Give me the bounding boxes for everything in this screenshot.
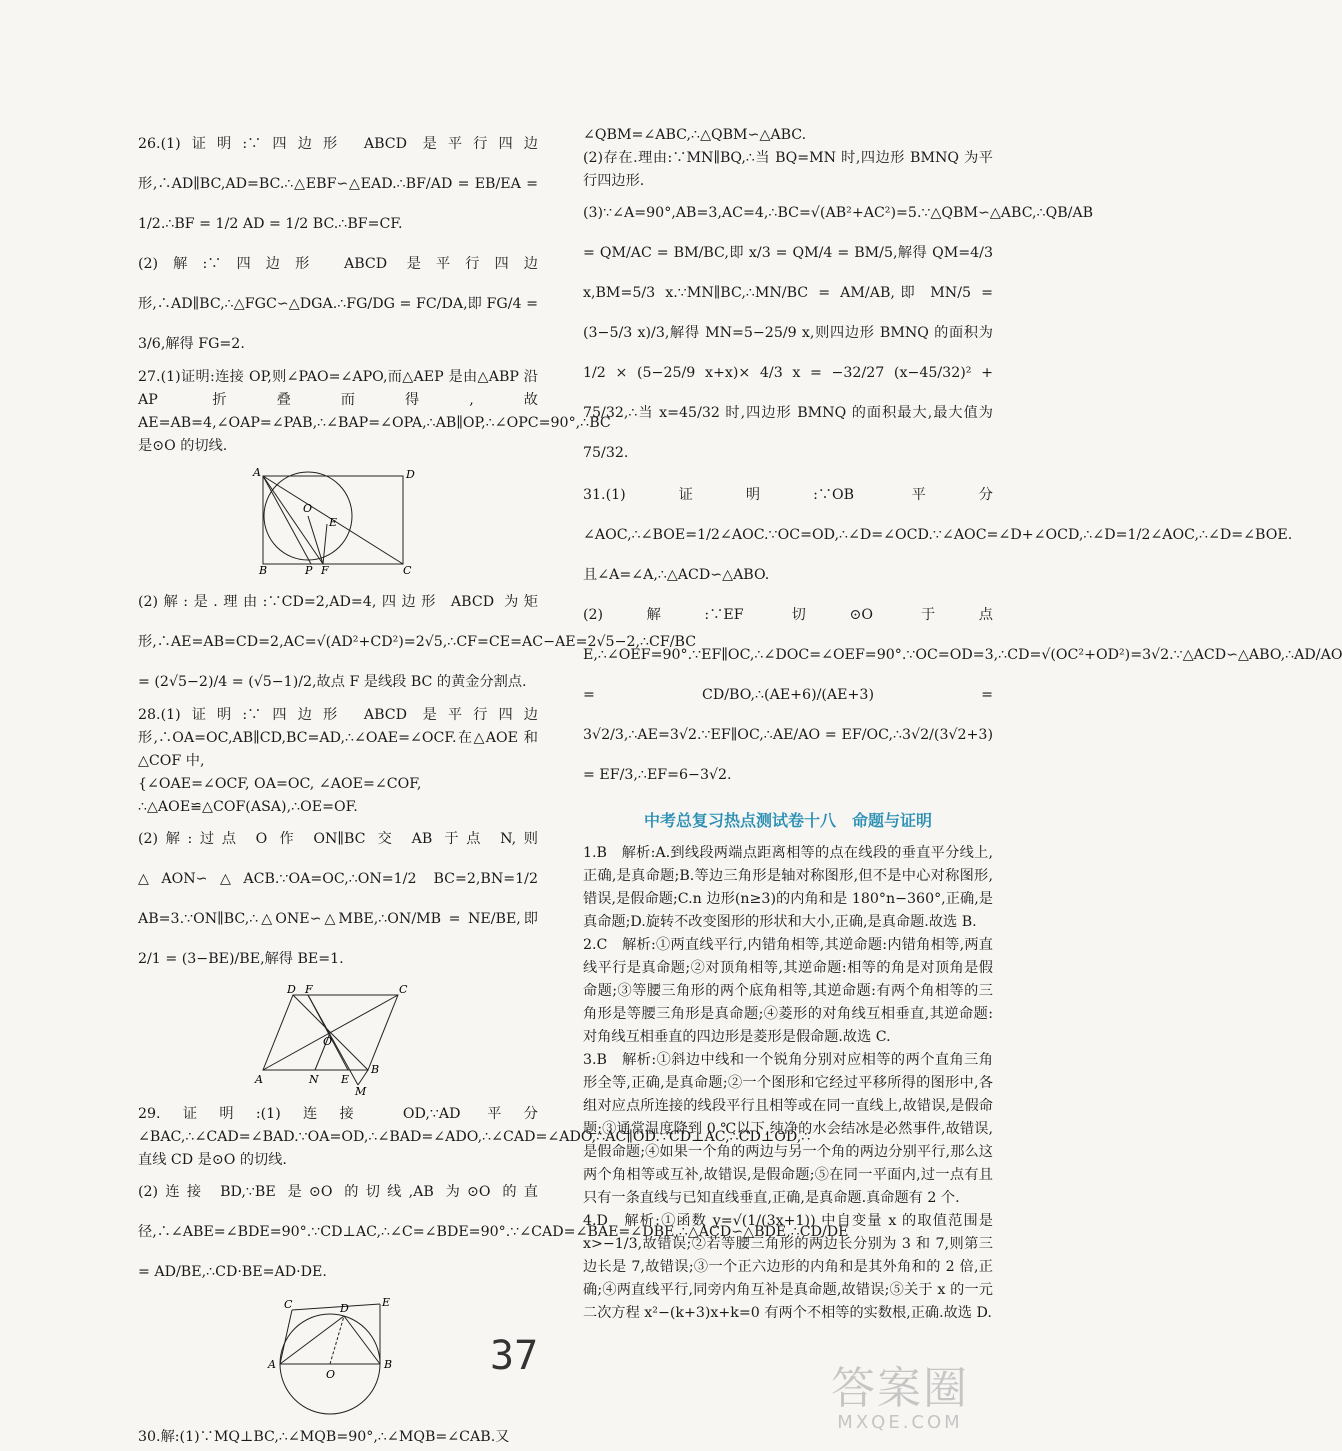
paragraph: (2)解:过点 O 作 ON∥BC 交 AB 于点 N,则△AON∽△ACB.∵OA=OC,∴ON=1/2 BC=2,BN=1/2 AB=3.∵ON∥BC,∴△ONE∽△MBE,∴ON/MB = NE/BE,即 2/1 = (3−BE)/BE,解得 BE=1. (138, 831, 538, 967)
paragraph: (2)解:∵四边形 ABCD 是平行四边形,∴AD∥BC,∴△FGC∽△DGA.∴FG/DG = FC/DA,即 FG/4 = 3/6,解得 FG=2. (138, 256, 538, 352)
question-30-start (138, 1426, 538, 1449)
label-F: F (305, 983, 313, 996)
paragraph: 27.(1)证明:连接 OP,则∠PAO=∠APO,而△AEP 是由△ABP 沿 AP 折叠而得,故 AE=AB=4,∠OAP=∠PAB,∴∠BAP=∠OPA,∴AB∥OP,∴∠OPC=90°,∴BC 是⊙O 的切线. (138, 369, 611, 454)
answer-item: 3.B 解析:①斜边中线和一个锐角分别对应相等的两个直角三角形全等,正确,是真命题;②一个图形和它经过平移所得的图形中,各组对应点所连接的线段平行且相等或在同一直线上,故错误,是假命题;③通常温度降到 0 ℃以下,纯净的水会结冰是必然事件,故错误,是假命题;④如果一个角的两边与另一个角的两边分别平行,那么这两个角相等或互补,故错误,是假命题;⑤在同一平面内,过一点有且只有一条直线与已知直线垂直,正确,是真命题.真命题有 2 个. (583, 1052, 993, 1206)
label-A: A (253, 466, 261, 479)
label-D: D (287, 983, 296, 996)
watermark-url: MXQE.COM (837, 1412, 963, 1433)
label-B: B (259, 564, 268, 577)
label-O: O (326, 1368, 336, 1381)
answer-item: 2.C 解析:①两直线平行,内错角相等,其逆命题:内错角相等,两直线平行是真命题;②对顶角相等,其逆命题:相等的角是对顶角是假命题;③等腰三角形的两个底角相等,其逆命题:有两个角相等的三角形是等腰三角形是真命题;④菱形的对角线互相垂直,其逆命题:对角线互相垂直的四边形是菱形是假命题.故选 C. (583, 937, 993, 1045)
watermark-logo (810, 1365, 990, 1435)
label-N: N (309, 1073, 319, 1086)
paragraph: {∠OAE=∠OCF, OA=OC, ∠AOE=∠COF, (138, 776, 422, 792)
paragraph: (3)∵∠A=90°,AB=3,AC=4,∴BC=√(AB²+AC²)=5.∵△QBM∽△ABC,∴QB/AB = QM/AC = BM/BC,即 x/3 = QM/4 = BM/5,解得 QM=4/3 x,BM=5/3 x.∵MN∥BC,∴MN/BC = AM/AB,即 MN/5 = (3−5/3 x)/3,解得 MN=5−25/9 x,则四边形 BMNQ 的面积为 1/2 × (5−25/9 x+x)× 4/3 x = −32/27 (x−45/32)² + 75/32,∴当 x=45/32 时,四边形 BMNQ 的面积最大,最大值为 75/32. (583, 205, 1094, 461)
label-O: O (323, 1035, 333, 1048)
label-P: P (305, 564, 313, 577)
label-A: A (255, 1073, 263, 1086)
question-29 (138, 1103, 849, 1292)
label-C: C (284, 1298, 293, 1311)
right-column (583, 124, 1342, 1325)
label-C: C (403, 564, 412, 577)
paragraph: 29.证明:(1)连接 OD,∵AD 平分∠BAC,∴∠CAD=∠BAD.∵OA=OD,∴∠BAD=∠ADO,∴∠CAD=∠ADO,∴AC∥OD.∵CD⊥AC,∴CD⊥OD,∴直线 CD 是⊙O 的切线. (138, 1106, 811, 1168)
label-E: E (382, 1296, 391, 1309)
label-D: D (406, 468, 415, 481)
label-B: B (371, 1063, 380, 1076)
paragraph: 26.(1)证明:∵四边形 ABCD 是平行四边形,∴AD∥BC,AD=BC.∴△EBF∽△EAD.∴BF/AD = EB/EA = 1/2.∴BF = 1/2 AD = 1/2 BC.∴BF=CF. (138, 136, 538, 232)
figure-27-diagram (253, 464, 423, 577)
paragraph: ∴△AOE≌△COF(ASA),∴OE=OF. (138, 799, 358, 815)
question-30-continued (583, 124, 1094, 473)
paragraph: (2)连接 BD,∵BE 是⊙O 的切线,AB 为⊙O 的直径,∴∠ABE=∠BDE=90°.∵CD⊥AC,∴∠C=∠BDE=90°.∵∠CAD=∠BAE=∠DBE,∴△ACD∽△BDE,∴CD/DE = AD/BE,∴CD·BE=AD·DE. (138, 1184, 849, 1280)
question-31 (583, 475, 1342, 795)
paragraph: 28.(1)证明:∵四边形 ABCD 是平行四边形,∴OA=OC,AB∥CD,BC=AD,∴∠OAE=∠OCF.在△AOE 和△COF 中, (138, 707, 538, 769)
paragraph: ∠QBM=∠ABC,∴△QBM∽△ABC. (583, 127, 807, 143)
label-D: D (340, 1302, 349, 1315)
figure-29-diagram (258, 1298, 418, 1418)
paragraph: 30.解:(1)∵MQ⊥BC,∴∠MQB=90°,∴∠MQB=∠CAB.又 (138, 1429, 510, 1445)
label-B: B (384, 1358, 393, 1371)
watermark-text: 答案圈 (831, 1363, 969, 1414)
figure-28-diagram (253, 983, 423, 1098)
question-28 (138, 704, 538, 979)
question-27-part1 (138, 366, 611, 458)
paragraph: 31.(1)证明:∵OB 平分∠AOC,∴∠BOE=1/2∠AOC.∵OC=OD,∴∠D=∠OCD.∵∠AOC=∠D+∠OCD,∴∠D=1/2∠AOC,∴∠D=∠BOE.且∠A=∠A,∴△ACD∽△ABO. (583, 487, 1293, 583)
paragraph: (2)解:∵EF 切⊙O 于点 E,∴∠OEF=90°.∵EF∥OC,∴∠DOC=∠OEF=90°.∵OC=OD=3,∴CD=√(OC²+OD²)=3√2.∵△ACD∽△ABO,∴AD/AO = CD/BO,∴(AE+6)/(AE+3) = 3√2/3,∴AE=3√2.∵EF∥OC,∴AE/AO = EF/OC,∴3√2/(3√2+3) = EF/3,∴EF=6−3√2. (583, 607, 1342, 783)
answer-item: 4.D 解析:①函数 y=√(1/(3x+1)) 中自变量 x 的取值范围是 x>−1/3,故错误;②若等腰三角形的两边长分别为 3 和 7,则第三边长是 7,故错误;③一个正六边形的内角和是其外角和的 2 倍,正确;④两直线平行,同旁内角互补是真命题,故错误;⑤关于 x 的一元二次方程 x²−(k+3)x+k=0 有两个不相等的实数根,正确.故选 D. (583, 1213, 993, 1321)
question-26 (138, 124, 538, 364)
label-C: C (399, 983, 408, 996)
label-A: A (268, 1358, 276, 1371)
label-O: O (303, 502, 313, 515)
question-27-part2 (138, 582, 697, 702)
label-E: E (329, 516, 338, 529)
paragraph: (2)解:是.理由:∵CD=2,AD=4,四边形 ABCD 为矩形,∴AE=AB=CD=2,AC=√(AD²+CD²)=2√5,∴CF=CE=AC−AE=2√5−2,∴CF/BC = (2√5−2)/4 = (√5−1)/2,故点 F 是线段 BC 的黄金分割点. (138, 594, 697, 690)
paragraph: (2)存在.理由:∵MN∥BQ,∴当 BQ=MN 时,四边形 BMNQ 为平行四边形. (583, 150, 993, 189)
answers-list (583, 842, 993, 1325)
section-title: 中考总复习热点测试卷十八 命题与证明 (643, 811, 932, 830)
answer-item: 1.B 解析:A.到线段两端点距离相等的点在线段的垂直平分线上,正确,是真命题;B.等边三角形是轴对称图形,但不是中心对称图形,错误,是假命题;C.n 边形(n≥3)的内角和是 180°n−360°,正确,是真命题;D.旋转不改变图形的形状和大小,正确,是真命题.故选 B. (583, 845, 993, 930)
page-number: 37 (490, 1333, 539, 1379)
label-E: E (341, 1073, 350, 1086)
label-M: M (355, 1085, 367, 1098)
label-F: F (321, 564, 329, 577)
